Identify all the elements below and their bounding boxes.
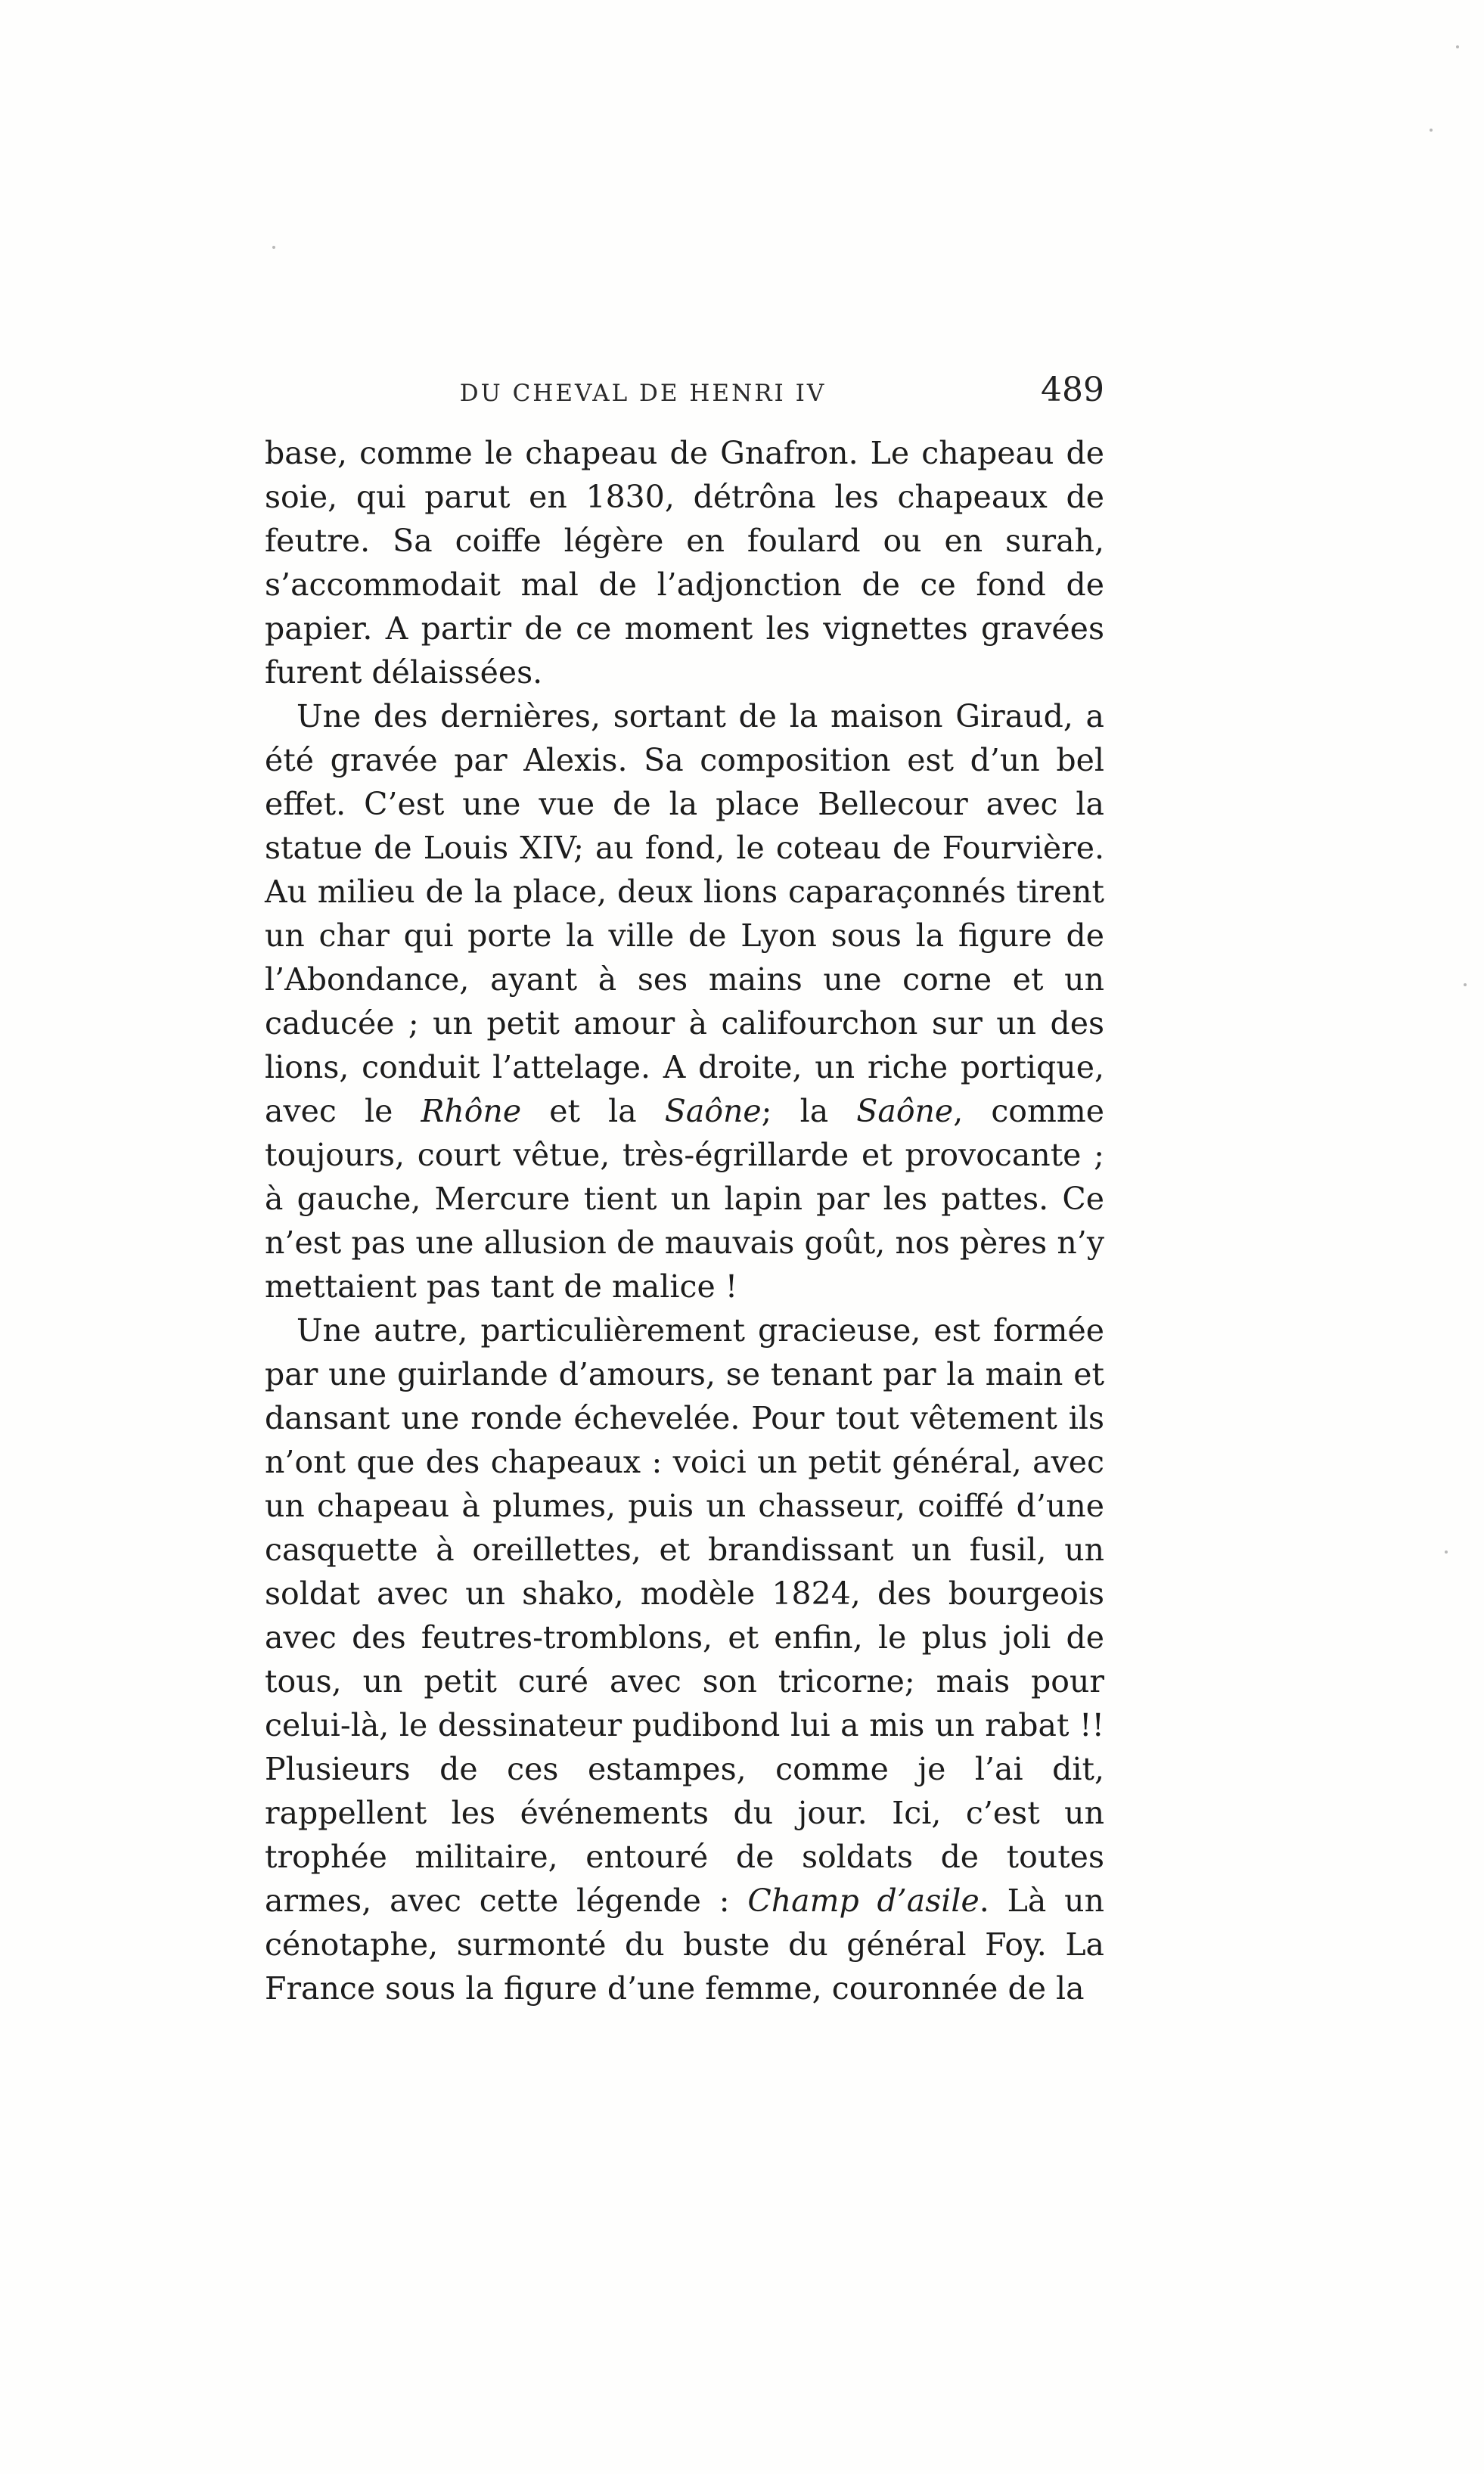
paper-speck: [1430, 129, 1433, 132]
text-run: Une autre, particulièrement gracieuse, est formée par une guirlande d’amours, se tenant par la main et dansant une ronde échevelée. Pour tout vêtement ils n’ont que des chapeaux : voici un petit général, avec un chapeau à plumes, puis un chasseur, coiffé d’une casquette à oreillettes, et brandissant un fusil, un soldat avec un shako, modèle 1824, des bourgeois avec des feutres-tromblons, et enfin, le plus joli de tous, un petit curé avec son tricorne; mais pour celui-là, le dessinateur pudibond lui a mis un rabat !! Plusieurs de ces estampes, comme je l’ai dit, rappellent les événements du jour. Ici, c’est un trophée militaire, entouré de soldats de toutes armes, avec cette légende :: [265, 1312, 1104, 1919]
italic-legend: Champ d’asile: [747, 1883, 980, 1919]
text-run: et la: [521, 1093, 665, 1129]
paper-speck: [1456, 45, 1459, 48]
italic-river-name: Rhône: [421, 1093, 522, 1129]
paper-speck: [1464, 983, 1467, 986]
text-run: Une des dernières, sortant de la maison Giraud, a été gravée par Alexis. Sa composition est d’un bel effet. C’est une vue de la place Bellecour avec la statue de Louis XIV; au fond, le coteau de Fourvière. Au milieu de la place, deux lions caparaçonnés tirent un char qui porte la ville de Lyon sous la figure de l’Abondance, ayant à ses mains une corne et un caducée ; un petit amour à califourchon sur un des lions, conduit l’attelage. A droite, un riche portique, avec le: [265, 698, 1104, 1129]
text-run: ; la: [761, 1093, 857, 1129]
italic-river-name: Saône: [664, 1093, 762, 1129]
text-run: base, comme le chapeau de Gnafron. Le chapeau de soie, qui parut en 1830, détrôna les chapeaux de feutre. Sa coiffe légère en foulard ou en surah, s’accommodait mal de l’adjonction de ce fond de papier. A partir de ce moment les vignettes gravées furent délaissées.: [265, 435, 1104, 691]
page-number: 489: [1041, 371, 1104, 409]
paper-speck: [272, 246, 275, 249]
paragraph-3: [265, 1308, 1104, 2010]
running-title: DU CHEVAL DE HENRI IV: [459, 380, 827, 407]
paragraph-1: [265, 431, 1104, 694]
italic-river-name: Saône: [856, 1093, 954, 1129]
paper-speck: [1445, 1551, 1448, 1554]
body-text: [265, 431, 1104, 2010]
text-run: , comme toujours, court vêtue, très-égrillarde et provocante ; à gauche, Mercure tient un lapin par les pattes. Ce n’est pas une allusion de mauvais goût, nos pères n’y mettaient pas tant de malice !: [265, 1093, 1105, 1305]
paragraph-2: [265, 694, 1104, 1308]
page-header: [265, 371, 1104, 431]
text-run: . Là un cénotaphe, surmonté du buste du général Foy. La France sous la figure d’une femme, couronnée de la: [265, 1883, 1104, 2007]
